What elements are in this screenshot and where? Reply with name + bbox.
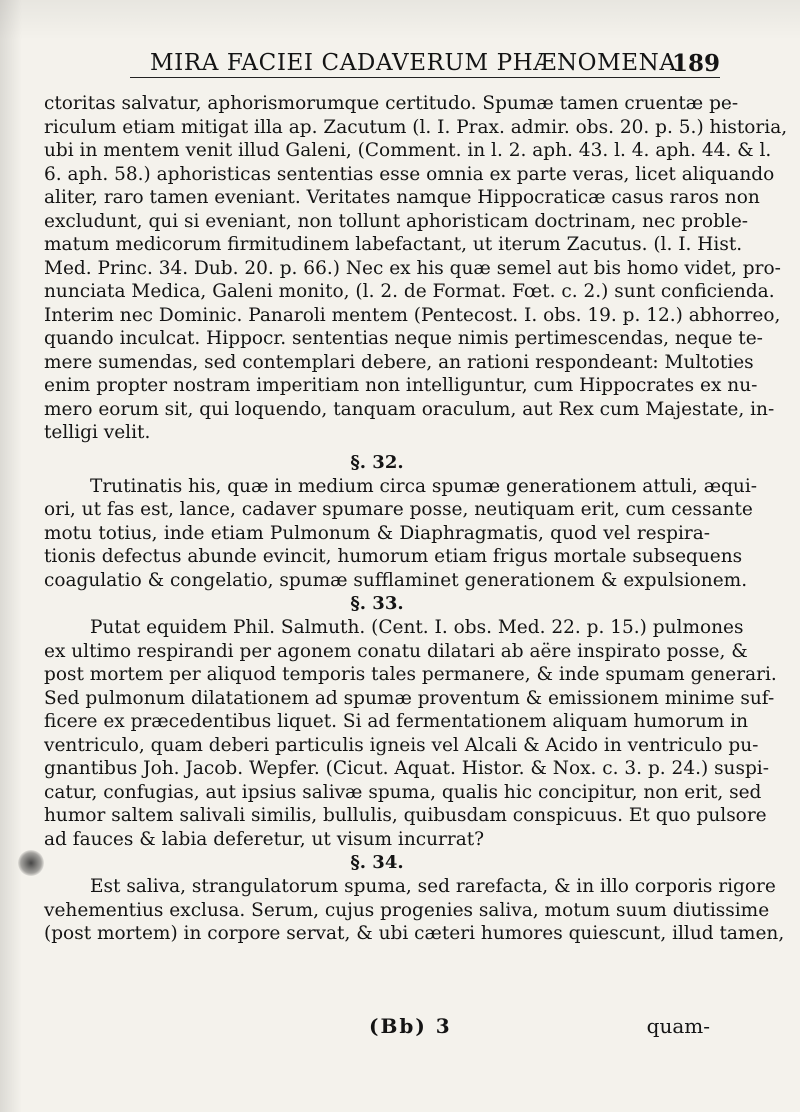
running-head: MIRA FACIEI CADAVERUM PHÆNOMENA. <box>150 50 685 76</box>
text-line: motu totius, inde etiam Pulmonum & Diaphragmatis, quod vel respira- <box>44 522 710 544</box>
text-line: mere sumendas, sed contemplari debere, an rationi respondeant: Multoties <box>44 351 754 373</box>
page-number: 189 <box>671 50 720 77</box>
text-line: quando inculcat. Hippocr. sententias neque nimis pertimescendas, neque te- <box>44 328 763 349</box>
page-body <box>44 92 788 946</box>
paragraph-continuation <box>44 92 788 445</box>
text-line: ctoritas salvatur, aphorismorumque certitudo. Spumæ tamen cruentæ pe- <box>44 93 739 114</box>
text-line: vehementius exclusa. Serum, cujus progenies saliva, motum suum diutissime <box>44 899 770 921</box>
text-line: matum medicorum firmitudinem labefactant, ut iterum Zacutus. (l. I. Hist. <box>44 234 743 255</box>
text-line: excludunt, qui si eveniant, non tollunt aphoristicam doctrinam, nec proble- <box>44 210 749 232</box>
text-line: humor saltem salivali similis, bullulis, quibusdam conspicuus. Et quo pulsore <box>44 805 767 826</box>
text-line: nunciata Medica, Galeni monito, (l. 2. de Format. Fœt. c. 2.) sunt conficienda. <box>44 281 775 302</box>
catchword: quam- <box>646 1014 710 1038</box>
text-line: ad fauces & labia deferetur, ut visum incurrat? <box>44 828 485 850</box>
text-line: ventriculo, quam deberi particulis igneis vel Alcali & Acido in ventriculo pu- <box>44 734 759 756</box>
ink-smudge <box>18 850 44 876</box>
signature-mark: (Bb) 3 <box>369 1014 452 1038</box>
text-line: telligi velit. <box>44 422 151 443</box>
text-line: Interim nec Dominic. Panaroli mentem (Pentecost. I. obs. 19. p. 12.) abhorreo, <box>44 304 781 326</box>
header-rule <box>130 77 720 78</box>
text-line: catur, confugias, aut ipsius salivæ spuma, qualis hic concipitur, non erit, sed <box>44 781 762 803</box>
text-line: Trutinatis his, quæ in medium circa spumæ generationem attuli, æqui- <box>90 475 758 497</box>
text-line: post mortem per aliquod temporis tales permanere, & inde spumam generari. <box>44 664 777 685</box>
text-line: Med. Princ. 34. Dub. 20. p. 66.) Nec ex his quæ semel aut bis homo videt, pro- <box>44 257 781 279</box>
section-heading-33: §. 33. <box>350 593 404 614</box>
text-line: mero eorum sit, qui loquendo, tanquam oraculum, aut Rex cum Majestate, in- <box>44 398 775 420</box>
text-line: 6. aph. 58.) aphoristicas sententias esse omnia ex parte veras, licet aliquando <box>44 163 775 185</box>
text-line: ubi in mentem venit illud Galeni, (Comment. in l. 2. aph. 43. l. 4. aph. 44. & l. <box>44 140 772 161</box>
section-32-text <box>44 475 758 593</box>
section-heading-32: §. 32. <box>350 451 404 473</box>
text-line: enim propter nostram imperitiam non intelliguntur, cum Hippocrates ex nu- <box>44 375 758 396</box>
text-line: ficere ex præcedentibus liquet. Si ad fermentationem aliquam humorum in <box>44 711 748 732</box>
text-line: ex ultimo respirandi per agonem conatu dilatari ab aëre inspirato posse, & <box>44 640 748 662</box>
text-line: Est saliva, strangulatorum spuma, sed rarefacta, & in illo corporis rigore <box>90 876 776 897</box>
text-line: coagulatio & congelatio, spumæ sufflaminet generationem & expulsionem. <box>44 569 748 591</box>
text-line: Putat equidem Phil. Salmuth. (Cent. I. obs. Med. 22. p. 15.) pulmones <box>90 617 744 638</box>
text-line: ori, ut fas est, lance, cadaver spumare posse, neutiquam erit, cum cessante <box>44 499 753 520</box>
page-header <box>120 46 720 82</box>
text-line: gnantibus Joh. Jacob. Wepfer. (Cicut. Aquat. Histor. & Nox. c. 3. p. 24.) suspi- <box>44 758 769 779</box>
page-footer <box>44 1014 710 1044</box>
text-line: riculum etiam mitigat illa ap. Zacutum (l. I. Prax. admir. obs. 20. p. 5.) historia, <box>44 116 788 138</box>
text-line: Sed pulmonum dilatationem ad spumæ proventum & emissionem minime suf- <box>44 687 775 709</box>
text-line: (post mortem) in corpore servat, & ubi cæteri humores quiescunt, illud tamen, <box>44 923 785 944</box>
text-line: tionis defectus abunde evincit, humorum etiam frigus mortale subsequens <box>44 546 743 567</box>
section-heading-34: §. 34. <box>350 852 404 873</box>
section-33-text <box>44 616 777 851</box>
section-34-text <box>44 875 785 946</box>
text-line: aliter, raro tamen eveniant. Veritates namque Hippocraticæ casus raros non <box>44 187 760 208</box>
